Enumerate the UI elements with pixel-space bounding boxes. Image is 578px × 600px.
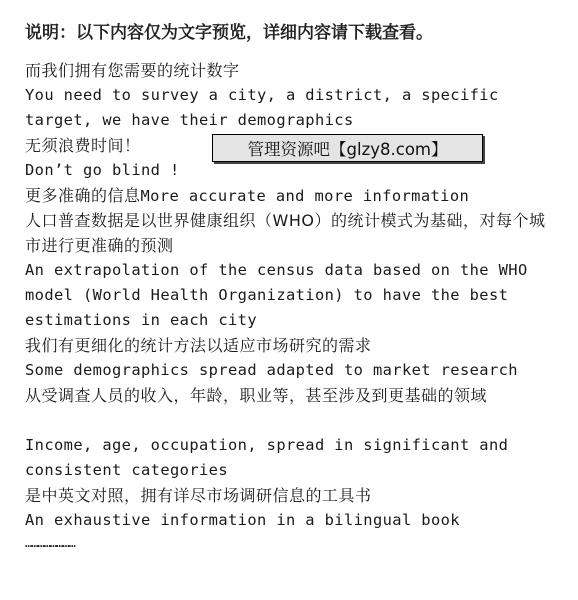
ellipsis-line: …………………… xyxy=(25,536,75,550)
preview-notice: 说明：以下内容仅为文字预览，详细内容请下载查看。 xyxy=(25,23,433,43)
text-line: 人口普查数据是以世界健康组织（WHO）的统计模式为基础，对每个城市进行更准确的预测 xyxy=(25,211,546,255)
text-line-cn xyxy=(25,186,469,205)
text-line: 从受调查人员的收入，年龄，职业等，甚至涉及到更基础的领域 xyxy=(25,386,488,405)
watermark-stamp: 管理资源吧【glzy8.com】 xyxy=(212,134,483,162)
text-line: 是中英文对照，拥有详尽市场调研信息的工具书 xyxy=(25,486,372,505)
text-line: Income, age, occupation, spread in significant and xyxy=(25,436,509,454)
text-line: You need to survey a city, a district, a specific xyxy=(25,86,499,104)
text-line: estimations in each city xyxy=(25,311,257,329)
text-segment: More accurate and more information xyxy=(140,187,470,205)
text-line: Don’t go blind ! xyxy=(25,161,180,179)
text-line: target, we have their demographics xyxy=(25,111,354,129)
text-line: 无须浪费时间！ xyxy=(25,136,141,155)
text-line xyxy=(25,183,555,208)
text-line: Some demographics spread adapted to market research xyxy=(25,361,518,379)
text-line: 我们有更细化的统计方法以适应市场研究的需求 xyxy=(25,336,372,355)
text-line: An exhaustive information in a bilingual book xyxy=(25,511,460,529)
text-line: 而我们拥有您需要的统计数字 xyxy=(25,61,240,80)
text-segment: 更多准确的信息 xyxy=(25,186,141,205)
document-body xyxy=(25,58,555,553)
text-line: model (World Health Organization) to have the best xyxy=(25,286,509,304)
text-line: consistent categories xyxy=(25,461,228,479)
text-line: An extrapolation of the census data based on the WHO xyxy=(25,261,528,279)
